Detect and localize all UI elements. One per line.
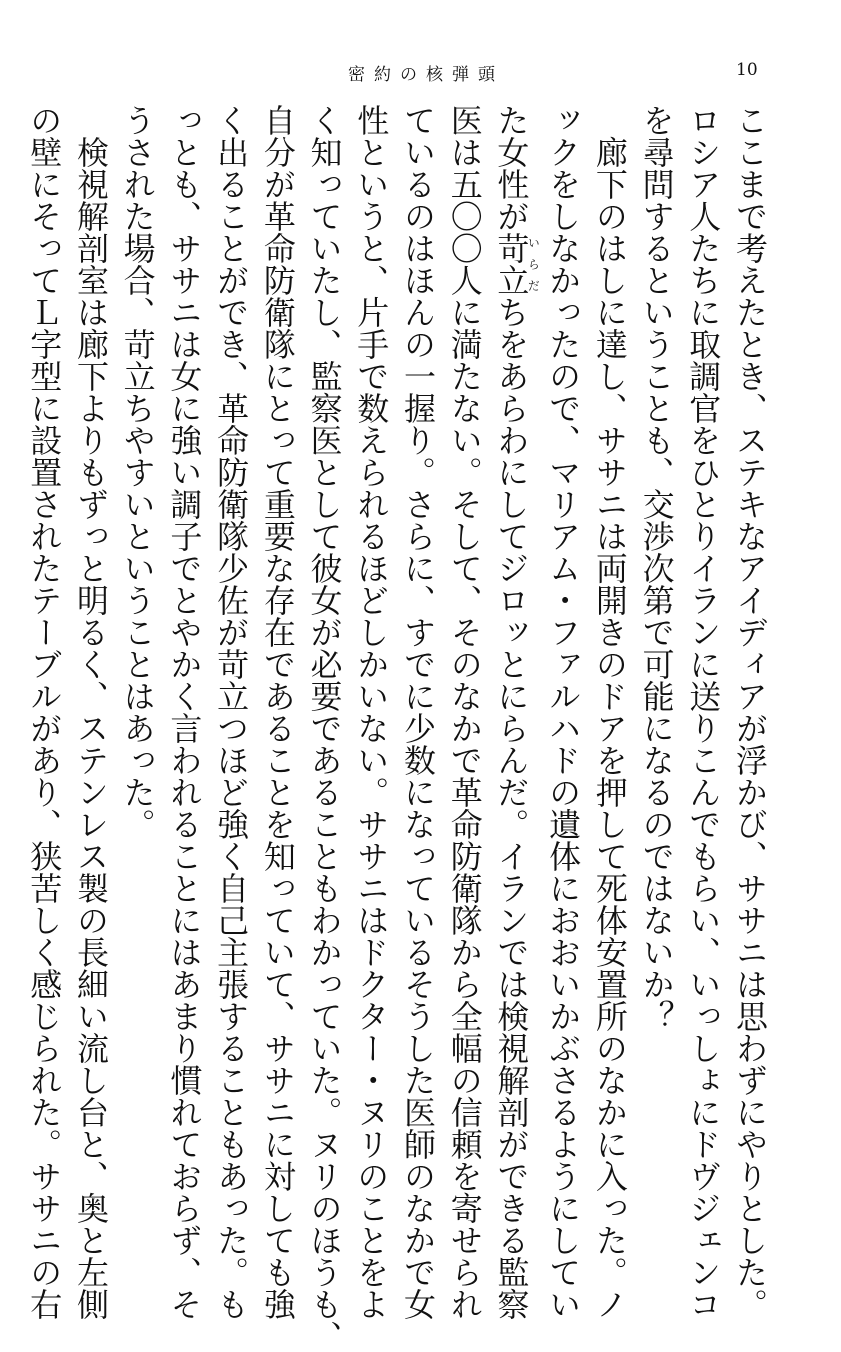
text-line: 検視解剖室は廊下よりもずっと明るく、ステンレス製の長細い流し台と、奥と左側 (71, 104, 110, 1320)
text-line: 自分が革命防衛隊にとって重要な存在であることを知っていて、ササニに対しても強 (258, 104, 297, 1320)
text-line: 廊下のはしに達し、ササニは両開きのドアを押して死体安置所のなかに入った。ノ (590, 104, 629, 1320)
text-line: の壁にそってＬ字型に設置されたテーブルがあり、狭苦しく感じられた。ササニの右 (25, 104, 64, 1320)
ruby-base: 苛立 (492, 232, 531, 296)
text-line-with-ruby (488, 104, 541, 1320)
text-line: ているのはほんの一握り。さらに、すでに少数になっているそうした医師のなかで女 (398, 104, 437, 1320)
text-line: うされた場合、苛立ちやすいということはあった。 (118, 104, 157, 840)
body-text (25, 104, 773, 1352)
text-line: ロシア人たちに取調官をひとりイランに送りこんでもらい、いっしょにドヴジェンコ (684, 104, 723, 1320)
text-line: っとも、ササニは女に強い調子でとやかく言われることにはあまり慣れておらず、そ (165, 104, 204, 1320)
text-line: 医は五〇〇人に満たない。そして、そのなかで革命防衛隊から全幅の信頼を寄せられ (445, 104, 484, 1320)
ruby-reading: いらだ (526, 232, 541, 296)
text-line: く出ることができ、革命防衛隊少佐が苛立つほど強く自己主張することもあった。も (212, 104, 251, 1320)
page-number: 10 (736, 60, 758, 80)
text-line: を尋問するということも、交渉次第で可能になるのではないか？ (637, 104, 676, 1032)
running-head: 密約の核弾頭 (348, 65, 504, 85)
text-line: ックをしなかったので、マリアム・ファルハドの遺体におおいかぶさるようにしてい (544, 104, 583, 1320)
text-line: ここまで考えたとき、ステキなアイディアが浮かび、ササニは思わずにやりとした。 (731, 104, 769, 1320)
ruby-annotation (492, 232, 541, 296)
text-line: 性というと、片手で数えられるほどしかいない。ササニはドクター・ヌリのことをよ (352, 104, 391, 1320)
text-fragment: ちをあらわにしてジロッとにらんだ。イランでは検視解剖ができる監察 (492, 296, 531, 1320)
text-line: く知っていたし、監察医として彼女が必要であることもわかっていた。ヌリのほうも、 (305, 104, 344, 1352)
text-fragment: た女性が (492, 104, 531, 232)
